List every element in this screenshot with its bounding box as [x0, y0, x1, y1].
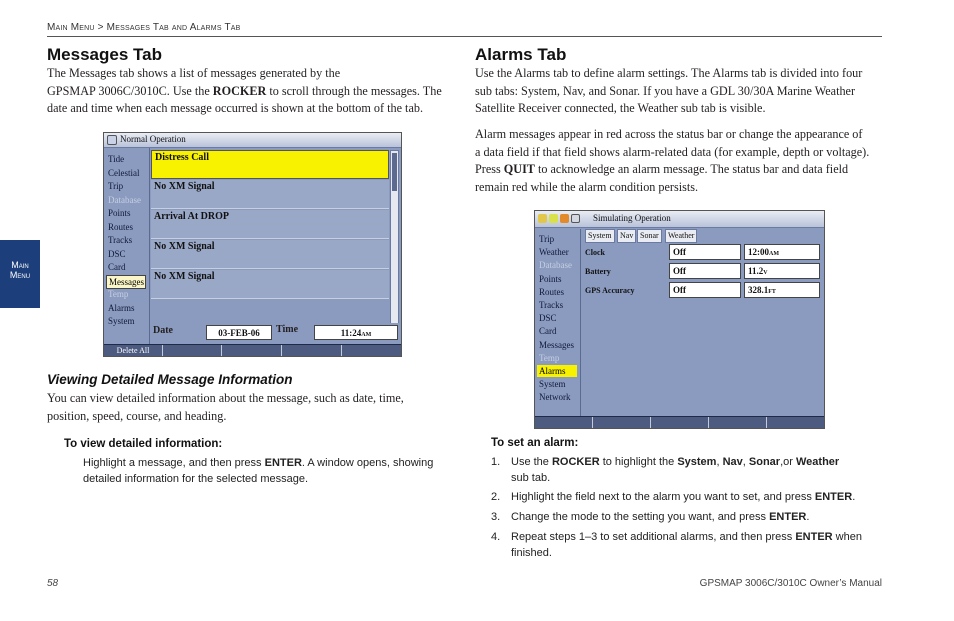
- step-text-a: Use the: [511, 456, 552, 468]
- menu-divider: [149, 148, 150, 344]
- step-text-b: .: [806, 511, 810, 523]
- softkey-4[interactable]: [709, 417, 767, 428]
- alarm-value: 11.2: [748, 266, 764, 276]
- step-number: 3.: [491, 511, 501, 523]
- alarms-message-line1: Alarm messages appear in red across the status bar or change the appearance of: [475, 127, 863, 141]
- softkey-3[interactable]: [651, 417, 709, 428]
- alarm-value-field[interactable]: [744, 282, 820, 298]
- step-number: 2.: [491, 491, 501, 503]
- step-text: [511, 509, 881, 525]
- step-text-e: ,: [742, 456, 749, 468]
- menu-item-tracks[interactable]: Tracks: [108, 235, 133, 245]
- weather-keyword: Weather: [795, 456, 840, 468]
- menu-item-alarms[interactable]: Alarms: [108, 302, 135, 313]
- enter-keyword: ENTER: [795, 531, 833, 543]
- subtab-weather[interactable]: Weather: [665, 229, 697, 243]
- alarms-message-paragraph: [475, 126, 885, 196]
- menu-item-temp[interactable]: Temp: [539, 352, 560, 363]
- menu-item-routes[interactable]: Routes: [539, 286, 565, 297]
- menu-item-tracks[interactable]: Tracks: [539, 300, 564, 310]
- messages-tab-heading: Messages Tab: [47, 45, 162, 64]
- step-1: [491, 454, 881, 489]
- procedure-text: Highlight a message, and then press: [83, 457, 265, 469]
- alarms-text: Press: [475, 162, 504, 177]
- sonar-keyword: Sonar: [748, 456, 781, 468]
- message-row[interactable]: Distress Call: [151, 150, 389, 179]
- softkey-4[interactable]: [282, 345, 342, 356]
- step-text-a: Change the mode to the setting you want, and press: [511, 511, 770, 523]
- softkey-2[interactable]: [163, 345, 222, 356]
- screen-title: Simulating Operation: [593, 213, 671, 223]
- alarm-unit: FT: [768, 289, 776, 295]
- alarm-unit: AM: [769, 251, 779, 257]
- time-suffix: AM: [361, 332, 372, 338]
- step-2: [491, 489, 881, 509]
- time-field: [314, 325, 398, 340]
- step-text: [511, 489, 881, 505]
- alarm-subtab-bar: [585, 229, 825, 242]
- main-menu-list: [535, 229, 581, 416]
- subtab-nav[interactable]: Nav: [617, 229, 636, 243]
- step-4: [491, 529, 881, 563]
- menu-item-database[interactable]: Database: [108, 194, 141, 205]
- page-number: 58: [47, 578, 59, 589]
- alarms-intro-line3: Satellite Receiver connected, the Weather sub tab is visible.: [475, 101, 766, 116]
- alarms-intro-paragraph: [475, 65, 885, 118]
- menu-item-dsc[interactable]: DSC: [539, 313, 557, 324]
- alarm-value-field[interactable]: [744, 244, 820, 260]
- set-alarm-steps: [491, 454, 881, 563]
- menu-item-messages[interactable]: Messages: [539, 339, 574, 350]
- message-row[interactable]: No XM Signal: [151, 240, 389, 269]
- alarms-message-line4: remain red while the alarm condition persists.: [475, 179, 699, 194]
- menu-item-messages[interactable]: Messages: [106, 275, 146, 289]
- step-3: [491, 509, 881, 529]
- menu-item-dsc[interactable]: DSC: [108, 248, 126, 259]
- date-label: Date: [153, 325, 173, 336]
- menu-item-tide[interactable]: Tide: [108, 154, 125, 164]
- menu-item-database[interactable]: Database: [539, 260, 572, 271]
- messages-intro-text: GPSMAP 3006C/3010C. Use the: [47, 83, 213, 98]
- menu-divider: [580, 229, 581, 416]
- viewing-detailed-line2: position, speed, course, and heading.: [47, 408, 227, 423]
- side-tab-line1: Main: [11, 260, 29, 270]
- viewing-detailed-subheading: Viewing Detailed Message Information: [47, 372, 293, 387]
- alarms-device-screen: [534, 210, 825, 429]
- messages-intro-paragraph: [47, 65, 457, 118]
- quit-keyword: QUIT: [503, 162, 535, 177]
- time-value: 11:24: [340, 328, 362, 338]
- side-tab-main-menu[interactable]: [0, 240, 40, 308]
- alarm-setting-label: Battery: [585, 267, 611, 276]
- message-list: [151, 150, 389, 322]
- delete-all-button[interactable]: Delete All: [104, 345, 163, 356]
- menu-item-trip[interactable]: Trip: [108, 181, 124, 191]
- procedure-text-2: . A window opens, showing: [301, 457, 434, 469]
- manual-title: GPSMAP 3006C/3010C Owner’s Manual: [699, 578, 882, 589]
- nav-keyword: Nav: [722, 456, 743, 468]
- set-alarm-procedure-title: To set an alarm:: [491, 437, 579, 449]
- step-text-b: .: [852, 491, 856, 503]
- message-date-time-row: [151, 323, 399, 343]
- messages-device-screen: [103, 132, 402, 357]
- screen-title: Normal Operation: [120, 134, 186, 144]
- alarm-mode-field[interactable]: Off: [669, 282, 741, 298]
- rocker-keyword: ROCKER: [212, 83, 267, 98]
- softkey-1[interactable]: [535, 417, 593, 428]
- view-detailed-line1: [83, 455, 443, 471]
- alarm-value: 328.1: [748, 285, 769, 295]
- time-label: Time: [276, 324, 299, 335]
- main-menu-list: [104, 148, 150, 344]
- screen-title-bar: [535, 211, 824, 228]
- screen-bottom-bar: [104, 344, 401, 356]
- scrollbar-thumb[interactable]: [392, 153, 397, 191]
- softkey-3[interactable]: [222, 345, 282, 356]
- view-detailed-procedure-title: To view detailed information:: [64, 438, 223, 450]
- alarm-value-field[interactable]: [744, 263, 820, 279]
- step-text-g: sub tab.: [511, 472, 551, 484]
- alarms-message-line2: a data field if that field shows alarm-related data (for example, depth or voltage).: [475, 144, 870, 159]
- menu-item-points[interactable]: Points: [539, 273, 562, 284]
- alarms-text-2: to acknowledge an alarm message. The status bar and data field: [534, 162, 849, 177]
- subtab-sonar[interactable]: Sonar: [637, 229, 662, 243]
- softkey-5[interactable]: [767, 417, 824, 428]
- step-number: 1.: [491, 456, 501, 468]
- step-text-c: to highlight the: [599, 456, 678, 468]
- message-list-scrollbar[interactable]: [390, 150, 399, 324]
- view-detailed-line2: detailed information for the selected message.: [83, 473, 309, 485]
- alarm-setting-label: Clock: [585, 248, 605, 257]
- softkey-2[interactable]: [593, 417, 651, 428]
- step-text-f: ,or: [780, 456, 796, 468]
- alarms-message-line3: [475, 161, 885, 179]
- status-icon: [107, 135, 117, 145]
- card-icon: [571, 214, 580, 223]
- alarm-setting-label: GPS Accuracy: [585, 286, 635, 295]
- side-tab-line2: Menu: [9, 270, 31, 280]
- enter-keyword: ENTER: [769, 511, 807, 523]
- menu-item-system[interactable]: System: [539, 379, 566, 390]
- viewing-detailed-paragraph: [47, 390, 457, 425]
- alarm-mode-field[interactable]: Off: [669, 244, 741, 260]
- alarms-tab-heading: Alarms Tab: [475, 45, 567, 64]
- menu-item-trip[interactable]: Trip: [539, 234, 555, 244]
- menu-item-routes[interactable]: Routes: [108, 221, 134, 232]
- alarm-settings-list: [582, 244, 822, 304]
- softkey-5[interactable]: [342, 345, 400, 356]
- alarm-value: 12:00: [748, 247, 769, 257]
- subtab-system[interactable]: System: [585, 229, 615, 243]
- step-text-c: finished.: [511, 547, 552, 559]
- messages-intro-line1: The Messages tab shows a list of messages generated by the: [47, 66, 341, 80]
- step-number: 4.: [491, 531, 501, 543]
- alarms-intro-line2: sub tabs: System, Nav, and Sonar. If you have a GDL 30/30A Marine Weather: [475, 83, 856, 98]
- system-keyword: System: [677, 456, 717, 468]
- rocker-keyword: ROCKER: [551, 456, 600, 468]
- viewing-detailed-line1: You can view detailed information about the message, such as date, time,: [47, 391, 404, 405]
- menu-item-weather[interactable]: Weather: [539, 247, 569, 258]
- menu-item-network[interactable]: Network: [539, 392, 571, 403]
- alarm-mode-field[interactable]: Off: [669, 263, 741, 279]
- menu-item-system[interactable]: System: [108, 316, 135, 326]
- message-row[interactable]: No XM Signal: [151, 180, 389, 209]
- view-detailed-procedure-text: [83, 455, 443, 487]
- step-text-b: when: [832, 531, 862, 543]
- messages-intro-text-2: to scroll through the messages. The: [266, 83, 442, 98]
- enter-keyword: ENTER: [814, 491, 853, 503]
- enter-keyword: ENTER: [264, 457, 302, 469]
- menu-item-card[interactable]: Card: [539, 326, 557, 337]
- alarm-unit: V: [763, 270, 768, 276]
- menu-item-celestial[interactable]: Celestial: [108, 167, 140, 178]
- step-text-a: Repeat steps 1–3 to set additional alarms, and then press: [511, 531, 796, 543]
- signal-icon: [549, 214, 558, 223]
- date-field: 03-FEB-06: [206, 325, 272, 340]
- step-text: [511, 529, 881, 561]
- screen-title-bar: [104, 133, 401, 148]
- breadcrumb: Main Menu > Messages Tab and Alarms Tab: [47, 22, 241, 33]
- weather-icon: [560, 214, 569, 223]
- menu-item-alarms[interactable]: Alarms: [537, 365, 577, 377]
- step-text: [511, 454, 881, 486]
- messages-intro-line2: [47, 83, 457, 101]
- message-row[interactable]: No XM Signal: [151, 270, 389, 299]
- menu-item-points[interactable]: Points: [108, 208, 131, 218]
- screen-bottom-bar: [535, 416, 824, 428]
- messages-intro-line3: date and time when each message occurred is shown at the bottom of the tab.: [47, 101, 423, 116]
- header-rule: [47, 36, 882, 37]
- step-text-d: ,: [716, 456, 723, 468]
- step-text-a: Highlight the field next to the alarm you want to set, and press: [511, 491, 815, 503]
- menu-item-temp[interactable]: Temp: [108, 289, 129, 299]
- alarms-intro-line1: Use the Alarms tab to define alarm settings. The Alarms tab is divided into four: [475, 66, 863, 80]
- gps-status-icon: [538, 214, 547, 223]
- message-row[interactable]: Arrival At DROP: [151, 210, 389, 239]
- menu-item-card[interactable]: Card: [108, 262, 126, 272]
